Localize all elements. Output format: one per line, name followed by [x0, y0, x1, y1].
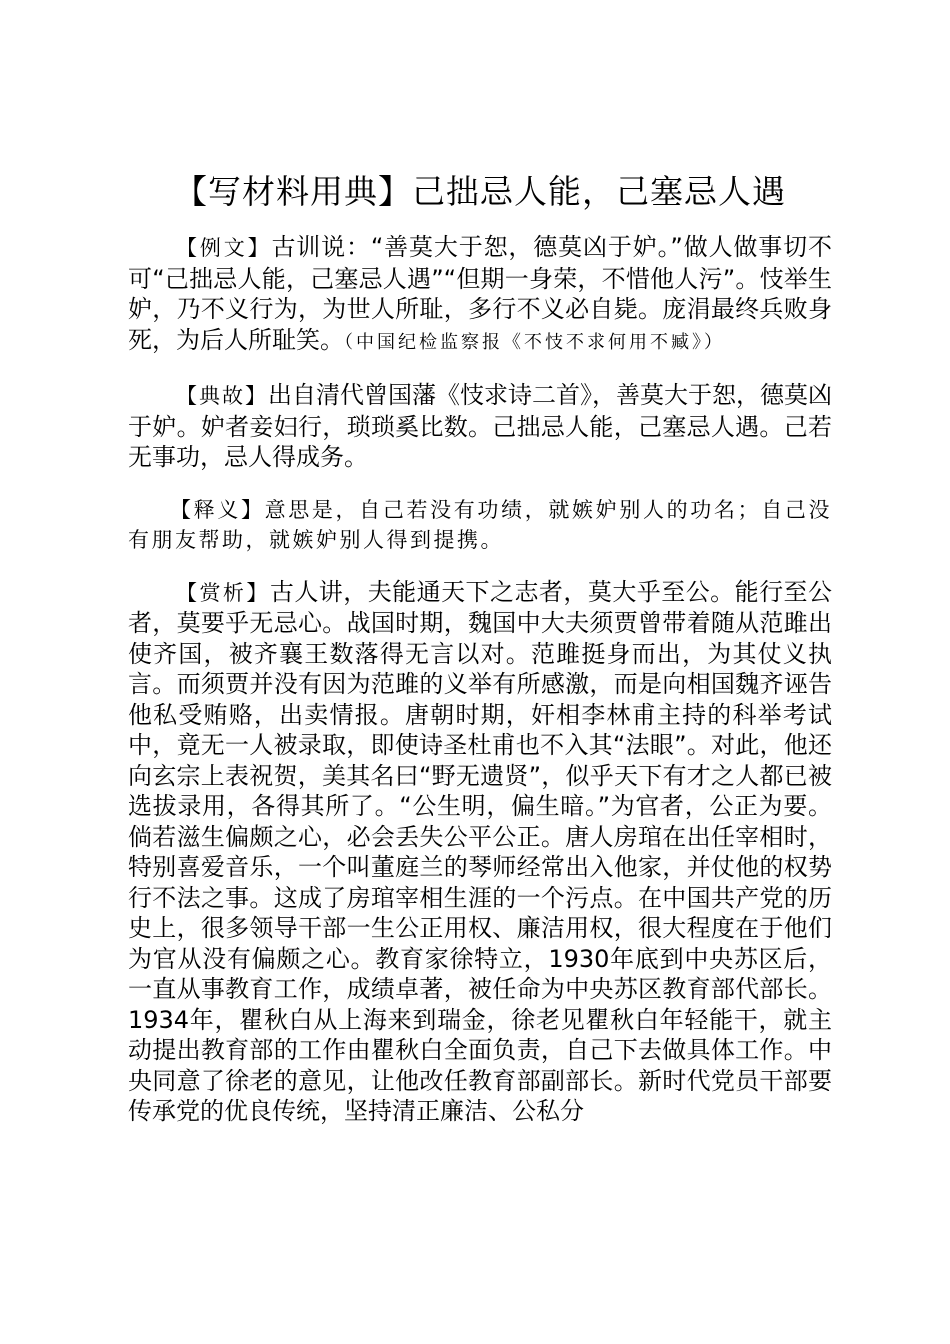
meaning-label: 【释义】 — [170, 497, 265, 522]
example-paragraph — [128, 232, 832, 358]
meaning-paragraph — [128, 495, 832, 555]
allusion-text: 出自清代曾国藩《忮求诗二首》，善莫大于恕，德莫凶于妒。妒者妾妇行，琐琐奚比数。己拙忌人能，己塞忌人遇。己若无事功，忌人得成务。 — [128, 381, 832, 471]
example-source: （中国纪检监察报《不忮不求何用不臧》） — [344, 331, 725, 353]
allusion-label: 【典故】 — [176, 384, 268, 408]
document-title: 【写材料用典】己拙忌人能，己塞忌人遇 — [174, 172, 786, 211]
appreciation-text: 古人讲，夫能通天下之志者，莫大乎至公。能行至公者，莫要乎无忌心。战国时期，魏国中大夫须贾曾带着随从范雎出使齐国，被齐襄王数落得无言以对。范雎挺身而出，为其仗义执言。而须贾并没有因为范雎的义举有所感激，而是向相国魏齐诬告他私受贿赂，出卖情报。唐朝时期，奸相李林甫主持的科举考试中，竟无一人被录取，即使诗圣杜甫也不入其“法眼”。对此，他还向玄宗上表祝贺，美其名曰“野无遗贤”，似乎天下有才之人都已被选拔录用，各得其所了。“公生明，偏生暗。”为官者，公正为要。倘若滋生偏颇之心，必会丢失公平公正。唐人房琯在出任宰相时，特别喜爱音乐，一个叫董庭兰的琴师经常出入他家，并仗他的权势行不法之事。这成了房琯宰相生涯的一个污点。在中国共产党的历史上，很多领导干部一生公正用权、廉洁用权，很大程度在于他们为官从没有偏颇之心。教育家徐特立，1930年底到中央苏区后，一直从事教育工作，成绩卓著，被任命为中央苏区教育部代部长。1934年，瞿秋白从上海来到瑞金，徐老见瞿秋白年轻能干，就主动提出教育部的工作由瞿秋白全面负责，自己下去做具体工作。中央同意了徐老的意见，让他改任教育部副部长。新时代党员干部要传承党的优良传统，坚持清正廉洁、公私分 — [128, 577, 833, 1125]
appreciation-paragraph — [128, 577, 832, 1127]
example-label: 【例文】 — [176, 236, 272, 260]
appreciation-label: 【赏析】 — [176, 580, 270, 605]
meaning-text: 意思是，自己若没有功绩，就嫉妒别人的功名；自己没有朋友帮助，就嫉妒别人得到提携。 — [128, 497, 832, 552]
allusion-paragraph — [128, 380, 832, 473]
example-text: 古训说：“善莫大于恕，德莫凶于妒。”做人做事切不可“己拙忌人能，己塞忌人遇”“但期一身荣，不惜他人污”。忮举生妒，乃不义行为，为世人所耻，多行不义必自毙。庞涓最终兵败身死，为后人所耻笑。 — [128, 233, 833, 354]
